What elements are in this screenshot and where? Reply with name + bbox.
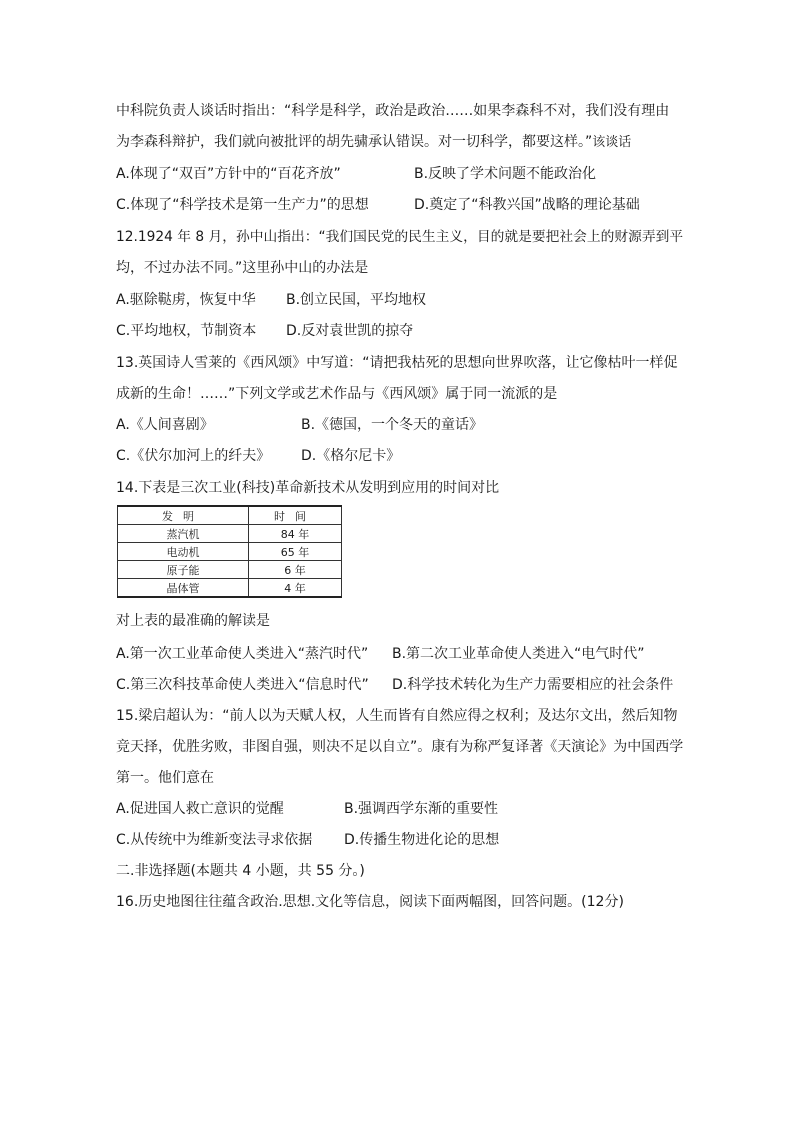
table-row bbox=[118, 579, 342, 598]
q11-option-b: B.反映了学术问题不能政治化 bbox=[414, 166, 597, 182]
invention-time-table bbox=[117, 505, 342, 598]
table-header-row bbox=[118, 506, 342, 525]
table-cell-invention: 晶体管 bbox=[118, 579, 249, 598]
q15-option-d: D.传播生物进化论的思想 bbox=[344, 832, 500, 848]
q14-stem: 14.下表是三次工业(科技)革命新技术从发明到应用的时间对比 bbox=[116, 480, 500, 496]
q12-option-d: D.反对袁世凯的掠夺 bbox=[286, 323, 414, 339]
q11-stem-line2 bbox=[116, 133, 631, 152]
q11-option-d: D.奠定了“科教兴国”战略的理论基础 bbox=[414, 197, 640, 213]
q11-stem-line2-text: 为李森科辩护，我们就向被批评的胡先骕承认错误。对一切科学，都要这样。” bbox=[116, 134, 593, 150]
q15-option-b: B.强调西学东渐的重要性 bbox=[344, 801, 499, 817]
table-cell-time: 84 年 bbox=[249, 525, 342, 543]
table-header-invention: 发明 bbox=[118, 506, 249, 525]
section-heading: 二.非选择题(本题共 4 小题，共 55 分。) bbox=[116, 863, 365, 879]
q13-option-a: A.《人间喜剧》 bbox=[116, 417, 214, 433]
q14-option-d: D.科学技术转化为生产力需要相应的社会条件 bbox=[392, 677, 674, 693]
q11-option-c: C.体现了“科学技术是第一生产力”的思想 bbox=[116, 197, 369, 213]
q13-option-d: D.《格尔尼卡》 bbox=[301, 448, 401, 464]
q15-option-a: A.促进国人救亡意识的觉醒 bbox=[116, 801, 284, 817]
q15-stem-line1: 15.梁启超认为：“前人以为天赋人权，人生而皆有自然应得之权利；及达尔文出，然后知物 bbox=[116, 708, 678, 724]
table-cell-invention: 电动机 bbox=[118, 543, 249, 561]
q13-option-c: C.《伏尔加河上的纤夫》 bbox=[116, 448, 271, 464]
q15-stem-line2: 竞天择，优胜劣败，非图自强，则决不足以自立”。康有为称严复译著《天演论》为中国西学 bbox=[116, 739, 684, 755]
table-cell-time: 4 年 bbox=[249, 579, 342, 598]
q16-stem: 16.历史地图往往蕴含政治.思想.文化等信息，阅读下面两幅图，回答问题。(12分) bbox=[116, 894, 624, 910]
q14-option-c: C.第三次科技革命使人类进入“信息时代” bbox=[116, 677, 369, 693]
q12-option-b: B.创立民国，平均地权 bbox=[286, 292, 427, 308]
table-row bbox=[118, 525, 342, 543]
table-row bbox=[118, 561, 342, 579]
table-cell-invention: 原子能 bbox=[118, 561, 249, 579]
q11-option-a: A.体现了“双百”方针中的“百花齐放” bbox=[116, 166, 341, 182]
q15-option-c: C.从传统中为维新变法寻求依据 bbox=[116, 832, 313, 848]
q13-option-b: B.《德国，一个冬天的童话》 bbox=[301, 417, 484, 433]
table-cell-time: 6 年 bbox=[249, 561, 342, 579]
q13-stem-line1: 13.英国诗人雪莱的《西风颂》中写道：“请把我枯死的思想向世界吹落，让它像枯叶一样促 bbox=[116, 355, 678, 371]
q15-stem-line3: 第一。他们意在 bbox=[116, 770, 214, 786]
q14-option-a: A.第一次工业革命使人类进入“蒸汽时代” bbox=[116, 646, 369, 662]
q12-stem-line2: 均，不过办法不同。”这里孙中山的办法是 bbox=[116, 260, 369, 276]
q11-stem-line1: 中科院负责人谈话时指出：“科学是科学，政治是政治……如果李森科不对，我们没有理由 bbox=[116, 103, 670, 119]
q11-stem-line2-tail: 该谈话 bbox=[592, 135, 632, 150]
q14-option-b: B.第二次工业革命使人类进入“电气时代” bbox=[392, 646, 645, 662]
q13-stem-line2: 成新的生命！……”下列文学或艺术作品与《西风颂》属于同一流派的是 bbox=[116, 386, 558, 402]
table-header-time: 时间 bbox=[249, 506, 342, 525]
table-cell-time: 65 年 bbox=[249, 543, 342, 561]
table-row bbox=[118, 543, 342, 561]
q12-stem-line1: 12.1924 年 8 月，孙中山指出：“我们国民党的民生主义，目的就是要把社会上的财源弄到平 bbox=[116, 229, 684, 245]
q12-option-c: C.平均地权，节制资本 bbox=[116, 323, 257, 339]
table-cell-invention: 蒸汽机 bbox=[118, 525, 249, 543]
q12-option-a: A.驱除鞑虏，恢复中华 bbox=[116, 292, 256, 308]
q14-after-table: 对上表的最准确的解读是 bbox=[116, 613, 270, 629]
